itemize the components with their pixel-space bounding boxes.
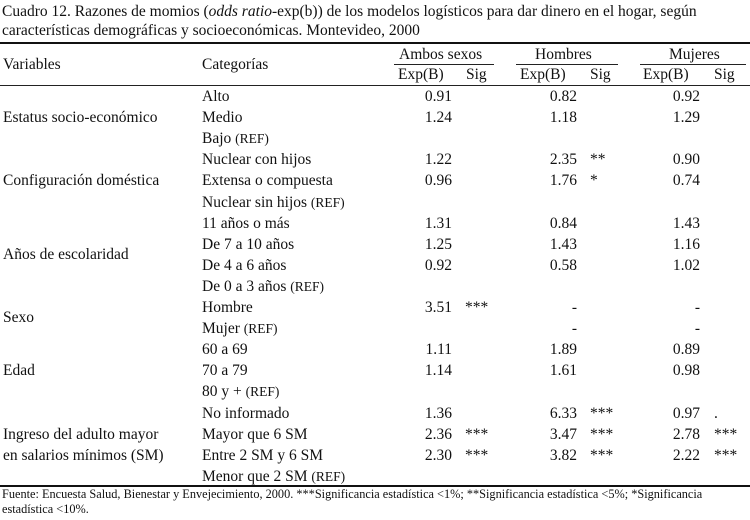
sig-hombres-cell: *** (590, 405, 614, 422)
header-group-ambos: Ambos sexos (399, 46, 483, 63)
variable-label: Años de escolaridad (3, 246, 129, 263)
exp-hombres-cell: 1.76 (549, 172, 577, 189)
category-label (202, 256, 286, 275)
category-text: Extensa o compuesta (202, 172, 333, 189)
exp-hombres-cell: 1.89 (549, 341, 577, 358)
reference-tag: (REF) (245, 384, 280, 399)
exp-hombres-cell: 0.84 (549, 215, 577, 232)
exp-mujeres-cell: 1.02 (672, 257, 700, 274)
exp-ambos-cell: 2.30 (424, 447, 452, 464)
category-label (202, 87, 230, 106)
category-text: Entre 2 SM y 6 SM (202, 447, 323, 464)
category-label (202, 150, 311, 169)
header-sig-ambos: Sig (466, 66, 487, 83)
category-text: Medio (202, 109, 243, 126)
exp-ambos-cell: 2.36 (424, 426, 452, 443)
exp-hombres-cell: 3.82 (549, 447, 577, 464)
sig-ambos-cell: *** (465, 426, 489, 443)
variable-label: en salarios mínimos (SM) (3, 447, 164, 464)
exp-ambos-cell: 3.51 (424, 299, 452, 316)
exp-mujeres-cell: 0.92 (672, 88, 700, 105)
category-label (202, 340, 248, 359)
exp-hombres-cell: 1.43 (549, 236, 577, 253)
category-text: 60 a 69 (202, 341, 248, 358)
exp-hombres-cell: 6.33 (549, 405, 577, 422)
category-text: Nuclear sin hijos (202, 194, 311, 211)
top-rule (0, 42, 750, 44)
category-label (202, 277, 324, 296)
category-text: Menor que 2 SM (202, 468, 312, 485)
header-group-hombres: Hombres (535, 46, 592, 63)
exp-ambos-cell: 1.14 (424, 362, 452, 379)
header-categorias: Categorías (202, 56, 269, 73)
category-label (202, 319, 278, 338)
category-text: De 7 a 10 años (202, 236, 295, 253)
exp-mujeres-cell: - (694, 299, 700, 316)
category-text: Alto (202, 88, 230, 105)
sig-mujeres-cell: *** (714, 447, 738, 464)
category-text: De 4 a 6 años (202, 257, 287, 274)
category-text: Hombre (202, 299, 253, 316)
exp-mujeres-cell: 1.43 (672, 215, 700, 232)
reference-tag: (REF) (311, 469, 346, 484)
category-text: Nuclear con hijos (202, 151, 312, 168)
exp-hombres-cell: 1.61 (549, 362, 577, 379)
exp-ambos-cell: 1.36 (424, 405, 452, 422)
category-label (202, 382, 279, 401)
variable-label: Estatus socio-económico (3, 109, 158, 126)
exp-hombres-cell: - (571, 299, 577, 316)
exp-hombres-cell: 0.58 (549, 257, 577, 274)
exp-mujeres-cell: - (694, 320, 700, 337)
table-source: Fuente: Encuesta Salud, Bienestar y Envejecimiento, 2000. ***Significancia estadística <1%; **Significancia estadística <5%; *Significancia estadística <10%. (2, 487, 703, 516)
category-label (202, 214, 290, 233)
exp-hombres-cell: 1.18 (549, 109, 577, 126)
sig-mujeres-cell: . (714, 405, 718, 422)
exp-mujeres-cell: 2.22 (672, 447, 700, 464)
category-label (202, 425, 307, 444)
variable-label: Configuración doméstica (3, 172, 160, 189)
category-text: 70 a 79 (202, 362, 248, 379)
header-variables: Variables (3, 56, 61, 73)
category-label (202, 171, 333, 190)
exp-ambos-cell: 1.31 (424, 215, 452, 232)
category-label (202, 446, 323, 465)
exp-hombres-cell: - (571, 320, 577, 337)
exp-mujeres-cell: 0.74 (672, 172, 700, 189)
exp-ambos-cell: 1.22 (424, 151, 452, 168)
category-text: Mujer (202, 320, 244, 337)
sig-hombres-cell: ** (590, 151, 606, 168)
category-label (202, 235, 294, 254)
exp-ambos-cell: 0.91 (424, 88, 452, 105)
category-text: De 0 a 3 años (202, 278, 291, 295)
category-label (202, 193, 345, 212)
exp-mujeres-cell: 2.78 (672, 426, 700, 443)
category-label (202, 129, 269, 148)
header-group-mujeres: Mujeres (669, 46, 720, 63)
header-exp-ambos: Exp(B) (398, 66, 444, 83)
caption-prefix: Cuadro 12. Razones de momios ( (2, 3, 209, 20)
caption-italic: odds ratio (208, 3, 272, 20)
exp-hombres-cell: 3.47 (549, 426, 577, 443)
exp-ambos-cell: 0.96 (424, 172, 452, 189)
exp-mujeres-cell: 1.16 (672, 236, 700, 253)
reference-tag: (REF) (235, 131, 269, 146)
exp-mujeres-cell: 0.98 (672, 362, 700, 379)
exp-hombres-cell: 0.82 (549, 88, 577, 105)
category-label (202, 404, 289, 423)
header-rule (0, 85, 750, 86)
sig-mujeres-cell: *** (714, 426, 738, 443)
category-label (202, 108, 242, 127)
sig-hombres-cell: *** (590, 426, 614, 443)
category-label (202, 361, 248, 380)
sig-hombres-cell: *** (590, 447, 614, 464)
exp-ambos-cell: 1.11 (425, 341, 452, 358)
category-label (202, 298, 253, 317)
caption-suffix: -exp(b)) de los modelos logísticos para dar dinero en el hogar, según características demográficas y socioeconómicas. Montevideo, 2000 (2, 3, 697, 39)
reference-tag: (REF) (290, 279, 324, 294)
exp-mujeres-cell: 0.89 (672, 341, 700, 358)
reference-tag: (REF) (243, 321, 278, 336)
category-label (202, 467, 345, 486)
exp-mujeres-cell: 1.29 (672, 109, 700, 126)
exp-ambos-cell: 1.24 (424, 109, 452, 126)
category-text: Bajo (202, 130, 236, 147)
header-exp-mujeres: Exp(B) (643, 66, 689, 83)
category-text: 80 y + (202, 383, 246, 400)
exp-hombres-cell: 2.35 (549, 151, 577, 168)
category-text: Mayor que 6 SM (202, 426, 308, 443)
sig-ambos-cell: *** (465, 299, 489, 316)
header-exp-hombres: Exp(B) (520, 66, 566, 83)
sig-ambos-cell: *** (465, 447, 489, 464)
header-sig-mujeres: Sig (714, 66, 735, 83)
exp-mujeres-cell: 0.90 (672, 151, 700, 168)
exp-mujeres-cell: 0.97 (672, 405, 700, 422)
variable-label: Edad (3, 362, 35, 379)
category-text: 11 años o más (202, 215, 290, 232)
exp-ambos-cell: 1.25 (424, 236, 452, 253)
variable-label: Ingreso del adulto mayor (3, 426, 159, 443)
category-text: No informado (202, 405, 290, 422)
table-caption (2, 2, 748, 40)
exp-ambos-cell: 0.92 (424, 257, 452, 274)
sig-hombres-cell: * (590, 172, 598, 189)
reference-tag: (REF) (310, 195, 345, 210)
header-sig-hombres: Sig (590, 66, 611, 83)
variable-label: Sexo (3, 309, 34, 326)
